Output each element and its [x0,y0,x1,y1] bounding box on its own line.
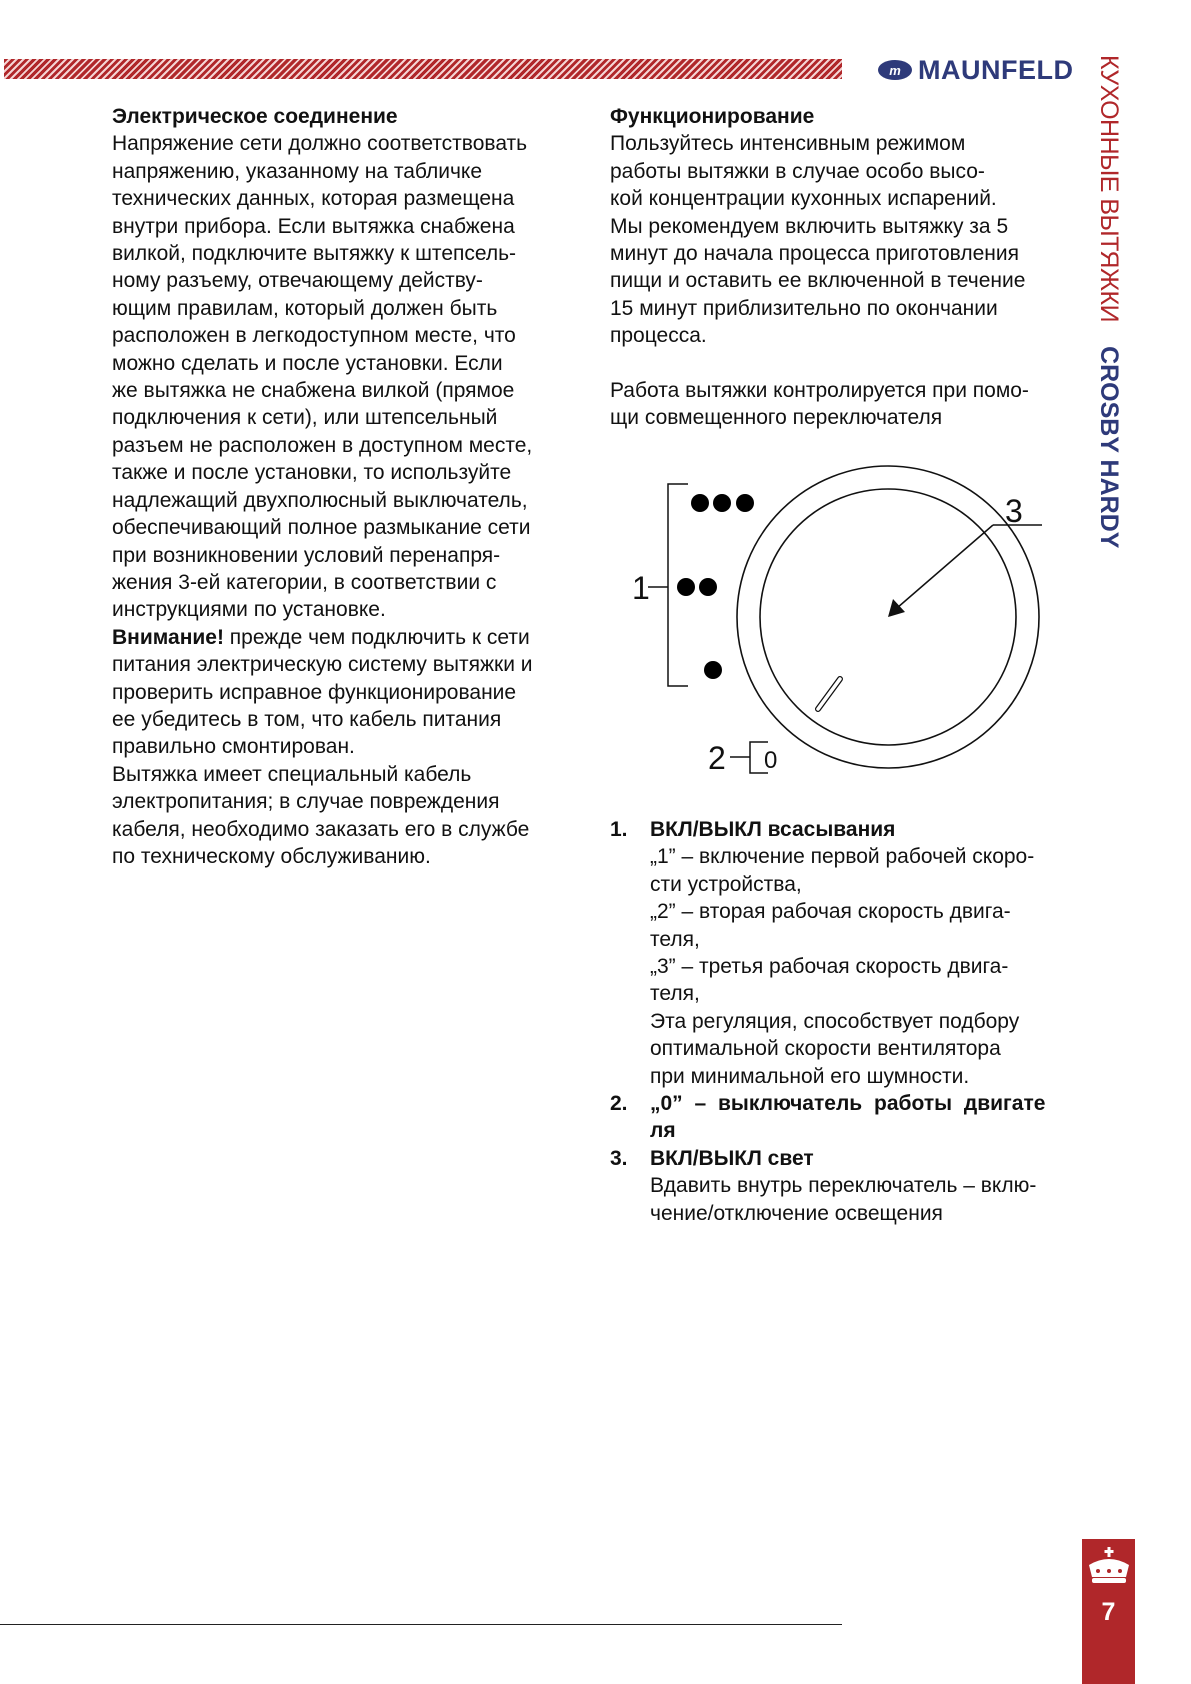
list-body [650,1090,1045,1145]
operation-control-paragraph [610,377,1029,432]
list-title: ВКЛ/ВЫКЛ свет [650,1146,814,1170]
text-line: надлежащий двухполюсный выключатель, [112,488,528,512]
text-line: вилкой, подключите вытяжку к штепсель- [112,242,517,266]
text-line: правильно смонтирован. [112,735,355,759]
text-line: питания электрическую систему вытяжки и [112,653,533,677]
list-body [650,1145,1036,1227]
text-line: ному разъему, отвечающему действу- [112,269,483,293]
side-category: КУХОННЫЕ ВЫТЯЖКИ [1095,55,1123,323]
text-line: Напряжение сети должно соответствовать [112,132,528,156]
list-text-line: теля, [650,927,700,951]
text-line: жения 3-ей категории, в соответствии с [112,570,497,594]
list-item [610,816,1045,1090]
light-push-arrow [897,525,993,608]
list-text-line: „3” – третья рабочая скорость двига- [650,955,1009,979]
text-line: по техническому обслуживанию. [112,844,431,868]
text-line: технических данных, которая размещена [112,187,515,211]
list-text-line: Эта регуляция, способствует подбору [650,1009,1020,1033]
text-line: ющим правилам, который должен быть [112,296,498,320]
text-line: Пользуйтесь интенсивным режимом [610,132,966,156]
controls-list [610,816,1045,1227]
brand-logo [878,52,1073,88]
text-line: напряжению, указанному на табличке [112,159,483,183]
electrical-connection-section [112,103,533,870]
text-line: Вытяжка имеет специальный кабель [112,762,472,786]
text-line: обеспечивающий полное размыкание сети [112,516,531,540]
list-title-cont: ля [650,1119,676,1143]
warning-label: Внимание! [112,625,224,649]
list-item [610,1090,1045,1145]
text-line: кабеля, необходимо заказать его в службе [112,817,530,841]
label-3: 3 [1005,493,1023,529]
list-title: „0” – выключатель работы двигате [650,1092,1046,1116]
list-text-line: Вдавить внутрь переключатель – вклю- [650,1174,1037,1198]
list-text-line: теля, [650,982,700,1006]
crown-icon [1086,1547,1132,1587]
page-number-box [1082,1539,1135,1684]
text-line: кой концентрации кухонных испарений. [610,187,997,211]
text-line: при возникновении условий перенапря- [112,543,501,567]
speed-2-dots-icon [677,578,717,596]
operation-section [610,103,1025,350]
text-line: можно сделать и после установки. Если [112,351,503,375]
list-title: ВКЛ/ВЫКЛ всасывания [650,818,896,841]
list-number: 3. [610,1146,628,1170]
warning-text: прежде чем подключить к сети [223,625,530,649]
text-line: минут до начала процесса приготовления [610,242,1019,266]
list-text-line: „1” – включение первой рабочей скоро- [650,845,1035,869]
section-heading: Электрическое соединение [112,105,398,128]
text-line: инструкциями по установке. [112,598,386,622]
text-line: разъем не расположен в доступном месте, [112,433,533,457]
text-line: подключения к сети), или штепсельный [112,406,498,430]
text-line: проверить исправное функционирование [112,680,517,704]
text-line: Работа вытяжки контролируется при помо- [610,379,1029,402]
list-number: 2. [610,1092,628,1116]
side-title [1094,55,1123,548]
text-line: процесса. [610,324,707,348]
switch-diagram [600,455,1080,795]
header-hatched-stripe [4,59,842,79]
text-line: внутри прибора. Если вытяжка снабжена [112,214,515,238]
label-1: 1 [632,570,650,606]
text-line: 15 минут приблизительно по окончании [610,296,998,320]
text-line: Мы рекомендуем включить вытяжку за 5 [610,214,1009,238]
arrow-head-icon [888,599,905,617]
list-text-line: оптимальной скорости вентилятора [650,1037,1001,1061]
section-heading: Функционирование [610,105,815,128]
label-2: 2 [708,740,726,776]
text-line: пищи и оставить ее включенной в течение [610,269,1026,293]
text-line: электропитания; в случае повреждения [112,790,500,814]
list-number: 1. [610,818,628,841]
brand-mark-icon: m [878,60,912,80]
list-body [650,816,1034,1090]
footer-rule [0,1624,842,1625]
page-number: 7 [1101,1598,1116,1626]
speed-1-dot-icon [704,661,722,679]
zero-position-label: 0 [764,747,778,774]
text-line: работы вытяжки в случае особо высо- [610,159,985,183]
side-model: CROSBY HARDY [1095,346,1123,549]
brand-name: MAUNFELD [918,54,1074,85]
list-text-line: „2” – вторая рабочая скорость двига- [650,900,1011,924]
text-line: ее убедитесь в том, что кабель питания [112,707,502,731]
warning-line [112,624,533,651]
list-item [610,1145,1045,1227]
text-line: расположен в легкодоступном месте, что [112,324,516,348]
list-text-line: чение/отключение освещения [650,1201,943,1225]
text-line: же вытяжка не снабжена вилкой (прямое [112,379,515,403]
list-text-line: при минимальной его шумности. [650,1064,970,1088]
speed-3-dots-icon [691,494,754,512]
text-line: щи совмещенного переключателя [610,406,943,430]
text-line: также и после установки, то используйте [112,461,512,485]
list-text-line: сти устройства, [650,872,802,896]
